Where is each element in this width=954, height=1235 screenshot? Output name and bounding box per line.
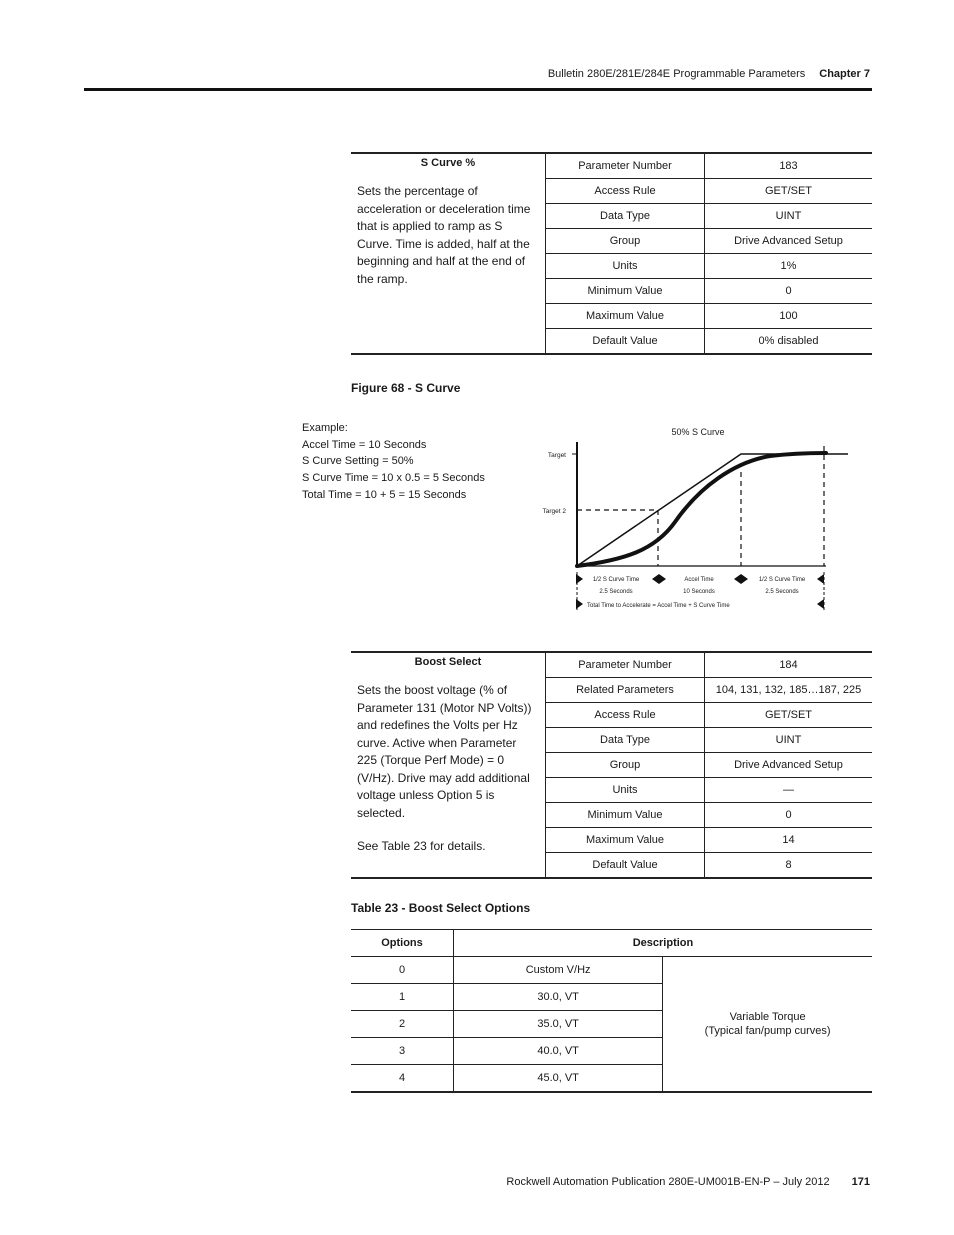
param-value: Drive Advanced Setup xyxy=(705,229,873,254)
param-name: Access Rule xyxy=(546,703,705,728)
s-curve-param-table xyxy=(351,152,872,355)
option-number: 3 xyxy=(351,1038,454,1065)
param-value: GET/SET xyxy=(705,179,873,204)
param-name: Default Value xyxy=(546,329,705,355)
table-caption: Table 23 - Boost Select Options xyxy=(351,901,531,915)
header-title: Bulletin 280E/281E/284E Programmable Parameters xyxy=(547,68,806,80)
param-name: Group xyxy=(546,753,705,778)
param-name: Parameter Number xyxy=(546,153,705,179)
example-line: Accel Time = 10 Seconds xyxy=(302,438,427,451)
page-footer xyxy=(506,1176,870,1188)
param-value: 0% disabled xyxy=(705,329,873,355)
example-line: S Curve Time = 10 x 0.5 = 5 Seconds xyxy=(302,472,485,485)
header-rule xyxy=(84,88,872,91)
header-chapter: Chapter 7 xyxy=(819,68,870,80)
example-block xyxy=(302,420,485,504)
option-value: 35.0, VT xyxy=(454,1011,663,1038)
param-value: 100 xyxy=(705,304,873,329)
option-number: 2 xyxy=(351,1011,454,1038)
param-value: 1% xyxy=(705,254,873,279)
param-name: Units xyxy=(546,254,705,279)
param-name: Data Type xyxy=(546,728,705,753)
option-value: 30.0, VT xyxy=(454,984,663,1011)
group-line: Variable Torque xyxy=(729,1011,806,1023)
s-curve-description-cell xyxy=(351,153,546,354)
boost-see-also: See Table 23 for details. xyxy=(357,839,486,853)
segment3-value: 2.5 Seconds xyxy=(765,589,799,595)
param-value: 0 xyxy=(705,803,873,828)
s-curve-description: Sets the percentage of acceleration or deceleration time that is applied to ramp as S Curve. Time is added, half at the beginning and half at the end of the ramp. xyxy=(357,184,531,286)
param-value: 184 xyxy=(705,652,873,678)
boost-description-cell xyxy=(351,652,546,878)
param-value: GET/SET xyxy=(705,703,873,728)
curve-title: 50% S Curve xyxy=(671,427,725,437)
param-name: Minimum Value xyxy=(546,279,705,304)
param-value: 0 xyxy=(705,279,873,304)
table-row xyxy=(351,957,872,984)
group-line: (Typical fan/pump curves) xyxy=(704,1025,831,1037)
segment1-label: 1/2 S Curve Time xyxy=(592,577,640,583)
total-time-label: Total Time to Accelerate = Accel Time + S Curve Time xyxy=(587,603,730,609)
col-header-options: Options xyxy=(351,930,454,957)
option-value: 45.0, VT xyxy=(454,1065,663,1093)
footer-publication: Rockwell Automation Publication 280E-UM001B-EN-P – July 2012 xyxy=(506,1176,830,1188)
param-name: Data Type xyxy=(546,204,705,229)
param-name: Maximum Value xyxy=(546,828,705,853)
option-group-description xyxy=(663,957,872,1093)
segment3-label: 1/2 S Curve Time xyxy=(758,577,806,583)
page-header xyxy=(548,68,870,80)
target2-label: Target 2 xyxy=(542,508,566,515)
example-line: Example: xyxy=(302,422,348,434)
param-value: 183 xyxy=(705,153,873,179)
param-name: Default Value xyxy=(546,853,705,879)
segment2-value: 10 Seconds xyxy=(683,589,715,595)
option-number: 4 xyxy=(351,1065,454,1093)
param-value: Drive Advanced Setup xyxy=(705,753,873,778)
example-line: Total Time = 10 + 5 = 15 Seconds xyxy=(302,488,467,501)
param-name: Access Rule xyxy=(546,179,705,204)
boost-options-table xyxy=(351,929,872,1093)
param-name: Related Parameters xyxy=(546,678,705,703)
boost-description: Sets the boost voltage (% of Parameter 131 (Motor NP Volts)) and redefines the Volts per Hz curve. Active when Parameter 225 (Torque Perf Mode) = 0 (V/Hz). Drive may add additional voltage unless Option 5 is selected. xyxy=(357,683,532,820)
segment1-value: 2.5 Seconds xyxy=(599,589,633,595)
option-value: Custom V/Hz xyxy=(454,957,663,984)
param-value: 104, 131, 132, 185…187, 225 xyxy=(705,678,873,703)
param-name: Units xyxy=(546,778,705,803)
param-name: Group xyxy=(546,229,705,254)
page-number: 171 xyxy=(851,1176,870,1188)
s-curve-diagram xyxy=(530,420,860,620)
param-value: 14 xyxy=(705,828,873,853)
param-name: Parameter Number xyxy=(546,652,705,678)
example-line: S Curve Setting = 50% xyxy=(302,455,414,468)
col-header-description: Description xyxy=(454,930,873,957)
param-name: Minimum Value xyxy=(546,803,705,828)
option-number: 1 xyxy=(351,984,454,1011)
figure-caption: Figure 68 - S Curve xyxy=(351,381,461,395)
boost-param-title: Boost Select xyxy=(414,656,482,668)
param-value: — xyxy=(705,778,873,803)
segment2-label: Accel Time xyxy=(684,577,714,583)
param-name: Maximum Value xyxy=(546,304,705,329)
option-number: 0 xyxy=(351,957,454,984)
option-value: 40.0, VT xyxy=(454,1038,663,1065)
param-value: UINT xyxy=(705,728,873,753)
target-label: Target xyxy=(547,452,566,459)
boost-param-table xyxy=(351,651,872,879)
param-value: UINT xyxy=(705,204,873,229)
s-curve-param-title: S Curve % xyxy=(420,157,476,169)
param-value: 8 xyxy=(705,853,873,879)
